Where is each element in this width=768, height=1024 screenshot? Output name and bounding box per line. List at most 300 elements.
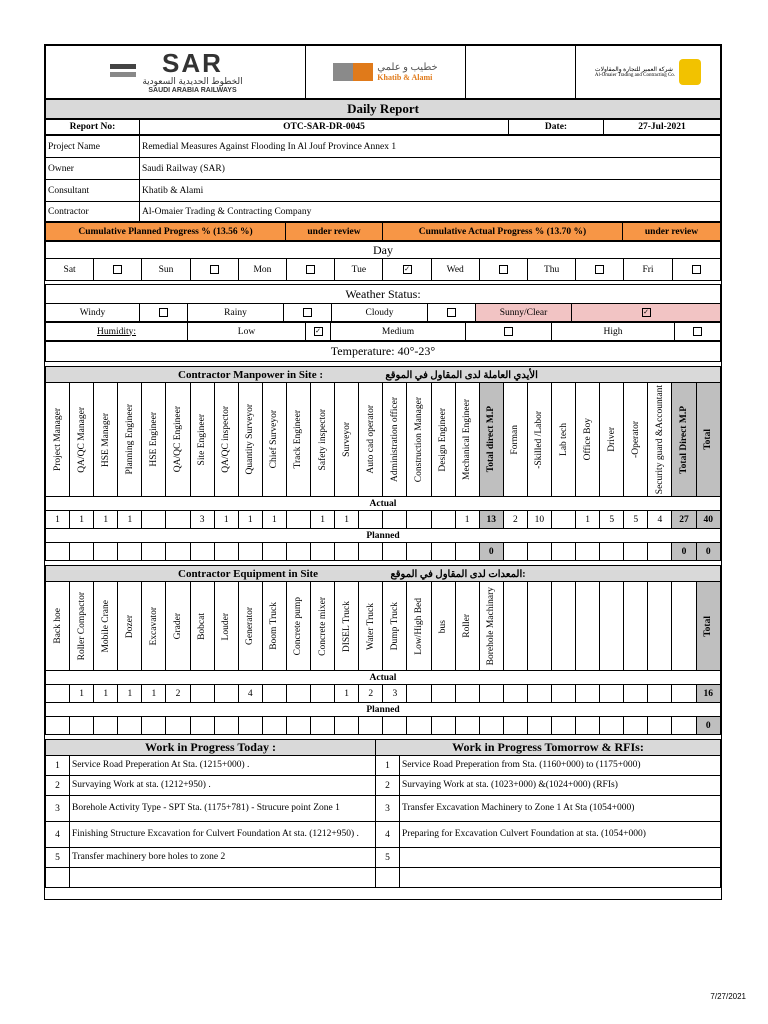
manpower-actual-cell: 4 bbox=[648, 511, 672, 529]
info-label: Owner bbox=[46, 158, 140, 180]
manpower-col-header bbox=[624, 383, 648, 497]
checkbox-icon[interactable] bbox=[692, 265, 701, 274]
manpower-col-header bbox=[238, 383, 262, 497]
equipment-planned-cell bbox=[455, 717, 479, 735]
manpower-header-text: Site Engineer bbox=[197, 413, 208, 466]
equipment-actual-cell bbox=[672, 685, 696, 703]
manpower-col-header bbox=[455, 383, 479, 497]
equipment-arabic: المعدات لدى المقاول في الموقع: bbox=[390, 568, 526, 580]
equipment-col-header bbox=[696, 582, 720, 671]
manpower-header-text: Quantity Surveyor bbox=[245, 404, 256, 475]
manpower-actual-cell: 13 bbox=[479, 511, 503, 529]
manpower-col-header bbox=[648, 383, 672, 497]
wip-tomorrow-text bbox=[400, 848, 721, 868]
wip-tomorrow-number: 3 bbox=[376, 796, 400, 822]
equipment-col-header bbox=[359, 582, 383, 671]
manpower-planned-cell bbox=[238, 543, 262, 561]
day-checkbox[interactable] bbox=[287, 259, 335, 281]
sar-train-icon bbox=[108, 60, 138, 84]
checkbox-icon[interactable] bbox=[210, 265, 219, 274]
wip-tomorrow-number: 4 bbox=[376, 822, 400, 848]
wip-tomorrow-text: Preparing for Excavation Culvert Foundation at sta. (1054+000) bbox=[400, 822, 721, 848]
equipment-actual-cell bbox=[551, 685, 575, 703]
wip-today-text: Finishing Structure Excavation for Culvert Foundation At sta. (1212+950) . bbox=[70, 822, 376, 848]
manpower-header-text: Project Manager bbox=[52, 408, 63, 472]
equipment-planned-cell bbox=[286, 717, 310, 735]
manpower-col-header bbox=[190, 383, 214, 497]
manpower-col-header bbox=[94, 383, 118, 497]
planned-progress-status: under review bbox=[286, 223, 383, 241]
day-checkbox[interactable] bbox=[576, 259, 624, 281]
checkbox-icon[interactable] bbox=[113, 265, 122, 274]
manpower-col-header bbox=[118, 383, 142, 497]
manpower-planned-cell bbox=[166, 543, 190, 561]
manpower-title: Contractor Manpower in Site : bbox=[178, 368, 324, 381]
manpower-actual-cell bbox=[166, 511, 190, 529]
wip-today-title: Work in Progress Today : bbox=[46, 740, 376, 756]
manpower-actual-cell: 1 bbox=[46, 511, 70, 529]
equipment-header-text: DISEL Truck bbox=[341, 600, 352, 652]
equipment-header-text: Concrete mixer bbox=[317, 596, 328, 656]
omaier-emblem-icon bbox=[679, 59, 701, 85]
equipment-col-header bbox=[527, 582, 551, 671]
manpower-actual-cell: 27 bbox=[672, 511, 696, 529]
equipment-col-header bbox=[503, 582, 527, 671]
equipment-header-text: Water Truck bbox=[365, 602, 376, 650]
equipment-planned-cell bbox=[238, 717, 262, 735]
humidity-name: Medium bbox=[331, 323, 466, 341]
manpower-planned-cell bbox=[455, 543, 479, 561]
equipment-planned-cell bbox=[624, 717, 648, 735]
project-info bbox=[45, 135, 721, 222]
manpower-planned-cell bbox=[214, 543, 238, 561]
wip-tomorrow-title: Work in Progress Tomorrow & RFIs: bbox=[376, 740, 721, 756]
checkbox-icon[interactable] bbox=[595, 265, 604, 274]
equipment-actual-cell bbox=[527, 685, 551, 703]
wip-today-text: Survaying Work at sta. (1212+950) . bbox=[70, 776, 376, 796]
manpower-planned-cell bbox=[70, 543, 94, 561]
wip-spacer-cell bbox=[400, 868, 721, 888]
equipment-headers bbox=[46, 582, 721, 671]
equipment-actual-row bbox=[46, 685, 721, 703]
manpower-col-header bbox=[286, 383, 310, 497]
manpower-header-text: Track Engineer bbox=[293, 410, 304, 469]
equipment-actual-cell: 4 bbox=[238, 685, 262, 703]
equipment-actual-cell bbox=[214, 685, 238, 703]
equipment-col-header bbox=[94, 582, 118, 671]
manpower-col-header bbox=[479, 383, 503, 497]
day-name: Thu bbox=[528, 259, 576, 281]
weather-title: Weather Status: bbox=[46, 285, 721, 304]
ka-english: Khatib & Alami bbox=[377, 73, 433, 82]
manpower-headers bbox=[46, 383, 721, 497]
equipment-actual-cell bbox=[648, 685, 672, 703]
manpower-header-text: Security guard &Accountant bbox=[654, 385, 665, 495]
checkbox-icon[interactable] bbox=[303, 308, 312, 317]
wip-spacer-cell bbox=[70, 868, 376, 888]
equipment-actual-cell: 16 bbox=[696, 685, 720, 703]
equipment-col-header bbox=[624, 582, 648, 671]
humidity-section bbox=[45, 322, 721, 341]
manpower-actual-cell: 5 bbox=[600, 511, 624, 529]
manpower-header-text: Driver bbox=[606, 427, 617, 452]
manpower-planned-cell bbox=[503, 543, 527, 561]
equipment-col-header bbox=[190, 582, 214, 671]
equipment-header-text: Boom Truck bbox=[269, 602, 280, 651]
equipment-planned-cell bbox=[262, 717, 286, 735]
equipment-col-header bbox=[118, 582, 142, 671]
manpower-planned-cell bbox=[262, 543, 286, 561]
wip-spacer-cell bbox=[46, 868, 70, 888]
title-block bbox=[45, 99, 721, 119]
equipment-planned-cell bbox=[407, 717, 431, 735]
manpower-actual-cell: 1 bbox=[118, 511, 142, 529]
equipment-header-text: Dozer bbox=[124, 614, 135, 638]
manpower-actual-cell: 1 bbox=[70, 511, 94, 529]
equipment-col-header bbox=[407, 582, 431, 671]
equipment-actual-cell: 1 bbox=[70, 685, 94, 703]
equipment-header-text: Borehole Machinary bbox=[486, 587, 497, 666]
manpower-planned-row bbox=[46, 543, 721, 561]
weather-checkbox[interactable] bbox=[140, 304, 188, 322]
equipment-actual-cell bbox=[46, 685, 70, 703]
wip-tomorrow-text: Service Road Preperation from Sta. (1160+000) to (1175+000) bbox=[400, 756, 721, 776]
date-value: 27-Jul-2021 bbox=[604, 120, 721, 135]
manpower-actual-cell: 1 bbox=[262, 511, 286, 529]
checkbox-icon[interactable] bbox=[447, 308, 456, 317]
equipment-actual-cell bbox=[479, 685, 503, 703]
manpower-actual-cell: 5 bbox=[624, 511, 648, 529]
logo-spacer bbox=[466, 46, 576, 99]
equipment-col-header bbox=[600, 582, 624, 671]
work-in-progress bbox=[45, 739, 721, 888]
manpower-planned-cell bbox=[190, 543, 214, 561]
weather-checkbox[interactable] bbox=[284, 304, 332, 322]
manpower-planned-cell bbox=[335, 543, 359, 561]
wip-tomorrow-number: 2 bbox=[376, 776, 400, 796]
checkbox-icon[interactable] bbox=[693, 327, 702, 336]
manpower-col-header bbox=[551, 383, 575, 497]
humidity-checkbox[interactable] bbox=[675, 323, 721, 341]
wip-spacer-cell bbox=[376, 868, 400, 888]
equipment-header-text: Total bbox=[703, 615, 714, 637]
wip-today-text: Transfer machinery bore holes to zone 2 bbox=[70, 848, 376, 868]
manpower-actual-cell: 1 bbox=[576, 511, 600, 529]
manpower-col-header bbox=[527, 383, 551, 497]
temperature-section bbox=[45, 341, 721, 362]
equipment-planned-cell bbox=[672, 717, 696, 735]
footer-date: 7/27/2021 bbox=[710, 992, 746, 1001]
equipment-planned-cell bbox=[431, 717, 455, 735]
equipment-col-header bbox=[262, 582, 286, 671]
manpower-planned-cell bbox=[359, 543, 383, 561]
equipment-actual-cell bbox=[624, 685, 648, 703]
humidity-name: High bbox=[552, 323, 675, 341]
manpower-planned-cell: 0 bbox=[479, 543, 503, 561]
equipment-actual-cell bbox=[286, 685, 310, 703]
equipment-planned-cell bbox=[70, 717, 94, 735]
wip-today-number: 2 bbox=[46, 776, 70, 796]
equipment-col-header bbox=[70, 582, 94, 671]
equipment-header-text: Back hoe bbox=[52, 608, 63, 645]
humidity-row bbox=[46, 323, 721, 341]
manpower-planned-cell bbox=[94, 543, 118, 561]
equipment-planned-cell bbox=[551, 717, 575, 735]
manpower-actual-cell bbox=[286, 511, 310, 529]
day-checkbox[interactable] bbox=[672, 259, 720, 281]
manpower-header-text: QA/QC Engineer bbox=[173, 406, 184, 473]
wip-row bbox=[46, 796, 721, 822]
weather-name: Cloudy bbox=[332, 304, 428, 322]
manpower-planned-cell bbox=[551, 543, 575, 561]
manpower-actual-cell: 1 bbox=[335, 511, 359, 529]
manpower-actual-cell bbox=[407, 511, 431, 529]
equipment-planned-cell bbox=[479, 717, 503, 735]
manpower-header-text: Construction Manager bbox=[413, 397, 424, 483]
wip-tomorrow-number: 1 bbox=[376, 756, 400, 776]
manpower-col-header bbox=[311, 383, 335, 497]
manpower-header-text: HSE Engineer bbox=[148, 412, 159, 467]
checkbox-icon[interactable] bbox=[159, 308, 168, 317]
checkbox-icon[interactable]: ✓ bbox=[315, 326, 321, 335]
manpower-col-header bbox=[262, 383, 286, 497]
manpower-planned-cell: 0 bbox=[696, 543, 720, 561]
info-label: Contractor bbox=[46, 202, 140, 222]
ka-mark-icon bbox=[333, 63, 373, 81]
equipment-planned-row bbox=[46, 717, 721, 735]
wip-tomorrow-text: Transfer Excavation Machinery to Zone 1 At Sta (1054+000) bbox=[400, 796, 721, 822]
manpower-actual-cell bbox=[142, 511, 166, 529]
manpower-header-text: -Skilled /Labor bbox=[534, 410, 545, 469]
wip-tomorrow-number: 5 bbox=[376, 848, 400, 868]
manpower-col-header bbox=[214, 383, 238, 497]
info-value: Saudi Railway (SAR) bbox=[140, 158, 721, 180]
manpower-planned-cell bbox=[286, 543, 310, 561]
equipment-col-header bbox=[479, 582, 503, 671]
manpower-planned-cell bbox=[383, 543, 407, 561]
manpower-planned-cell bbox=[407, 543, 431, 561]
equipment-col-header bbox=[311, 582, 335, 671]
equipment-section bbox=[45, 565, 721, 735]
date-label: Date: bbox=[509, 120, 604, 135]
equipment-header-text: Louder bbox=[221, 612, 232, 640]
manpower-header-text: Auto cad operator bbox=[365, 405, 376, 474]
equipment-actual-cell bbox=[431, 685, 455, 703]
equipment-actual-cell bbox=[455, 685, 479, 703]
info-label: Project Name bbox=[46, 136, 140, 158]
equipment-actual-cell: 2 bbox=[359, 685, 383, 703]
manpower-header-text: Lab tech bbox=[558, 423, 569, 457]
weather-checkbox[interactable] bbox=[572, 304, 721, 322]
wip-today-number: 5 bbox=[46, 848, 70, 868]
humidity-checkbox[interactable] bbox=[306, 323, 331, 341]
omaier-english: Al-Omaier Trading and Contracting Co. bbox=[594, 73, 676, 78]
equipment-planned-cell bbox=[166, 717, 190, 735]
day-checkbox[interactable] bbox=[190, 259, 238, 281]
manpower-actual-cell: 1 bbox=[455, 511, 479, 529]
manpower-actual-cell: 10 bbox=[527, 511, 551, 529]
equipment-header-text: bus bbox=[438, 619, 449, 633]
equipment-col-header bbox=[238, 582, 262, 671]
equipment-col-header bbox=[455, 582, 479, 671]
equipment-planned-cell bbox=[527, 717, 551, 735]
checkbox-icon[interactable] bbox=[306, 265, 315, 274]
equipment-actual-cell: 1 bbox=[94, 685, 118, 703]
equipment-planned-cell bbox=[359, 717, 383, 735]
days-row bbox=[46, 259, 721, 281]
actual-progress-status: under review bbox=[623, 223, 721, 241]
equipment-planned-label: Planned bbox=[46, 703, 721, 717]
manpower-header-text: HSE Manager bbox=[100, 412, 111, 467]
equipment-col-header bbox=[335, 582, 359, 671]
manpower-planned-cell bbox=[311, 543, 335, 561]
manpower-planned-cell bbox=[431, 543, 455, 561]
omaier-arabic: شركة العمير للتجارة والمقاولات bbox=[594, 67, 673, 73]
weather-section bbox=[45, 284, 721, 322]
manpower-actual-cell: 3 bbox=[190, 511, 214, 529]
humidity-checkbox[interactable] bbox=[466, 323, 552, 341]
equipment-header-text: Roller Compactor bbox=[76, 592, 87, 661]
info-label: Consultant bbox=[46, 180, 140, 202]
manpower-planned-cell bbox=[46, 543, 70, 561]
manpower-header-text: Design Engineer bbox=[438, 407, 449, 472]
equipment-planned-cell bbox=[142, 717, 166, 735]
sar-logo bbox=[46, 46, 306, 99]
equipment-actual-cell: 2 bbox=[166, 685, 190, 703]
equipment-header-text: Excavator bbox=[148, 606, 159, 646]
equipment-planned-cell bbox=[190, 717, 214, 735]
manpower-header-text: QA/QC Manager bbox=[76, 406, 87, 473]
equipment-header-text: Bobcat bbox=[197, 612, 208, 640]
wip-tomorrow-text: Survaying Work at sta. (1023+000) &(1024+000) (RFIs) bbox=[400, 776, 721, 796]
equipment-actual-cell: 1 bbox=[142, 685, 166, 703]
manpower-planned-cell bbox=[527, 543, 551, 561]
info-value: Remedial Measures Against Flooding In Al Jouf Province Annex 1 bbox=[140, 136, 721, 158]
day-checkbox[interactable] bbox=[479, 259, 527, 281]
report-no-label: Report No: bbox=[46, 120, 140, 135]
equipment-planned-cell bbox=[335, 717, 359, 735]
wip-today-text: Borehole Activity Type - SPT Sta. (1175+781) - Strucure point Zone 1 bbox=[70, 796, 376, 822]
checkbox-icon[interactable] bbox=[499, 265, 508, 274]
day-checkbox[interactable] bbox=[383, 259, 431, 281]
manpower-col-header bbox=[335, 383, 359, 497]
equipment-actual-cell bbox=[503, 685, 527, 703]
equipment-planned-cell bbox=[648, 717, 672, 735]
manpower-actual-cell bbox=[431, 511, 455, 529]
report-title: Daily Report bbox=[46, 100, 721, 119]
manpower-actual-cell bbox=[551, 511, 575, 529]
equipment-title: Contractor Equipment in Site bbox=[178, 567, 319, 580]
day-name: Wed bbox=[431, 259, 479, 281]
equipment-actual-cell: 1 bbox=[118, 685, 142, 703]
manpower-header-text: Safety inspector bbox=[317, 408, 328, 471]
equipment-planned-cell bbox=[214, 717, 238, 735]
equipment-col-header bbox=[142, 582, 166, 671]
manpower-section bbox=[45, 366, 721, 561]
equipment-planned-cell bbox=[118, 717, 142, 735]
day-name: Mon bbox=[238, 259, 286, 281]
manpower-col-header bbox=[383, 383, 407, 497]
manpower-actual-cell: 1 bbox=[238, 511, 262, 529]
manpower-header-text: Forman bbox=[510, 424, 521, 455]
manpower-arabic: الأيدي العاملة لدى المقاول في الموقع bbox=[385, 369, 538, 381]
equipment-col-header bbox=[286, 582, 310, 671]
weather-checkbox[interactable] bbox=[428, 304, 476, 322]
wip-row bbox=[46, 756, 721, 776]
humidity-name: Low bbox=[188, 323, 306, 341]
equipment-col-header bbox=[648, 582, 672, 671]
wip-spacer-row bbox=[46, 868, 721, 888]
manpower-col-header bbox=[46, 383, 70, 497]
info-value: Al-Omaier Trading & Contracting Company bbox=[140, 202, 721, 222]
equipment-actual-cell: 3 bbox=[383, 685, 407, 703]
equipment-col-header bbox=[46, 582, 70, 671]
manpower-header-text: Office Boy bbox=[582, 418, 593, 461]
equipment-actual-cell bbox=[262, 685, 286, 703]
manpower-header-text: -Operator bbox=[630, 421, 641, 459]
daily-report-sheet bbox=[44, 44, 722, 900]
info-value: Khatib & Alami bbox=[140, 180, 721, 202]
day-name: Sat bbox=[46, 259, 94, 281]
weather-name: Rainy bbox=[188, 304, 284, 322]
manpower-header-text: Total bbox=[703, 429, 714, 450]
sar-name: SAR bbox=[162, 48, 223, 78]
manpower-actual-cell: 1 bbox=[311, 511, 335, 529]
equipment-header-text: Dump Truck bbox=[389, 602, 400, 651]
weather-row bbox=[46, 304, 721, 322]
manpower-actual-label: Actual bbox=[46, 497, 721, 511]
manpower-actual-cell: 1 bbox=[214, 511, 238, 529]
equipment-col-header bbox=[431, 582, 455, 671]
ka-arabic: خطيب و علمي bbox=[377, 62, 438, 73]
day-checkbox[interactable] bbox=[94, 259, 142, 281]
manpower-header-text: Surveyor bbox=[341, 422, 352, 458]
equipment-planned-cell bbox=[311, 717, 335, 735]
equipment-actual-cell: 1 bbox=[335, 685, 359, 703]
equipment-actual-cell bbox=[576, 685, 600, 703]
report-number-row bbox=[45, 119, 721, 135]
manpower-planned-cell bbox=[624, 543, 648, 561]
progress-row bbox=[45, 222, 721, 241]
checkbox-icon[interactable] bbox=[504, 327, 513, 336]
humidity-label: Humidity: bbox=[46, 323, 188, 341]
planned-progress-label: Cumulative Planned Progress % (13.56 %) bbox=[46, 223, 286, 241]
checkbox-icon[interactable]: ✓ bbox=[404, 264, 410, 273]
equipment-planned-cell bbox=[576, 717, 600, 735]
manpower-header-text: Chief Surveyor bbox=[269, 410, 280, 469]
manpower-header-text: Planning Engineer bbox=[124, 404, 135, 475]
equipment-col-header bbox=[576, 582, 600, 671]
manpower-header-text: Administration officer bbox=[389, 397, 400, 483]
weather-name: Sunny/Clear bbox=[476, 304, 572, 322]
manpower-planned-cell bbox=[118, 543, 142, 561]
manpower-col-header bbox=[407, 383, 431, 497]
wip-today-number: 1 bbox=[46, 756, 70, 776]
equipment-planned-cell bbox=[600, 717, 624, 735]
manpower-actual-cell: 2 bbox=[503, 511, 527, 529]
day-section bbox=[45, 241, 721, 281]
manpower-actual-cell: 40 bbox=[696, 511, 720, 529]
equipment-planned-cell: 0 bbox=[696, 717, 720, 735]
manpower-col-header bbox=[166, 383, 190, 497]
day-title: Day bbox=[46, 242, 721, 259]
equipment-actual-label: Actual bbox=[46, 671, 721, 685]
equipment-col-header bbox=[672, 582, 696, 671]
equipment-col-header bbox=[214, 582, 238, 671]
omaier-logo bbox=[576, 46, 721, 99]
checkbox-icon[interactable]: ✓ bbox=[643, 307, 649, 316]
wip-row bbox=[46, 848, 721, 868]
